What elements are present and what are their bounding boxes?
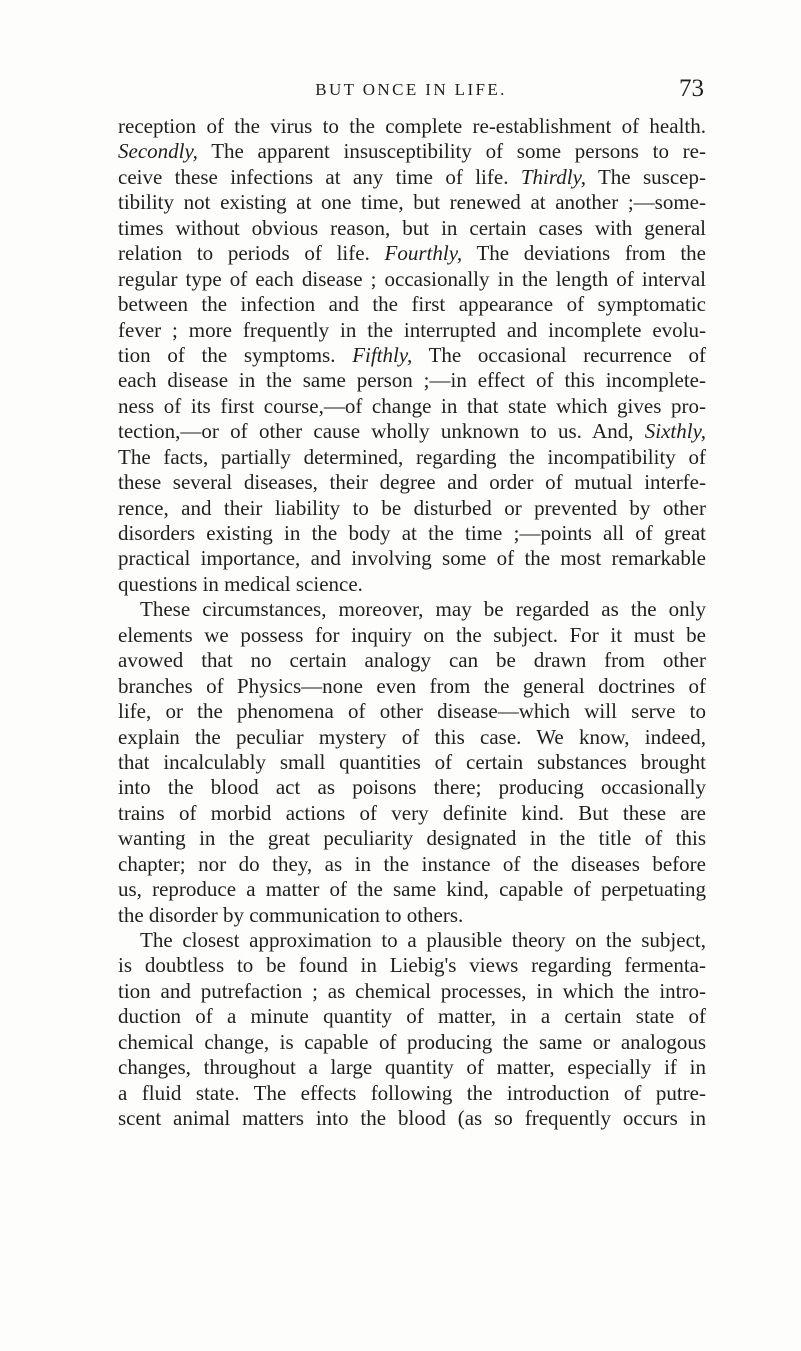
italic-term: Fourthly, (384, 241, 463, 266)
text-line (118, 979, 706, 1004)
text-line (118, 1055, 706, 1080)
text-line (118, 1030, 706, 1055)
running-title: BUT ONCE IN LIFE. (315, 80, 507, 99)
text-segment: ceive these infections at any time of life. (118, 164, 521, 189)
text-segment: The facts, partially determined, regarding the incompatibility of (118, 444, 706, 469)
text-segment: regular type of each disease ; occasionally in the length of interval (118, 266, 706, 291)
text-segment: elements we possess for inquiry on the subject. For it must be (118, 622, 706, 647)
text-line (118, 826, 706, 851)
text-segment: The apparent insusceptibility of some persons to re- (197, 139, 706, 164)
text-line (118, 1081, 706, 1106)
text-segment: disorders existing in the body at the time ;—points all of great (118, 521, 706, 545)
text-line (118, 597, 706, 622)
text-segment: times without obvious reason, but in certain cases with general (118, 215, 706, 240)
text-segment: The closest approximation to a plausible theory on the subject, (140, 928, 706, 952)
text-segment: wanting in the great peculiarity designated in the title of this (118, 826, 706, 851)
text-line (118, 852, 706, 877)
text-line (118, 1106, 706, 1131)
text-line (118, 292, 706, 317)
text-segment: fever ; more frequently in the interrupted and incomplete evolu- (118, 317, 706, 342)
text-line (118, 648, 706, 673)
italic-term: Thirdly, (520, 164, 586, 189)
text-line (118, 267, 706, 292)
text-segment: tion and putrefaction ; as chemical processes, in which the intro- (118, 978, 706, 1003)
text-segment: chemical change, is capable of producing the same or analogous (118, 1029, 706, 1054)
text-segment: avowed that no certain analogy can be drawn from other (118, 648, 706, 673)
italic-term: Fifthly, (352, 342, 413, 367)
text-line (118, 343, 706, 368)
text-segment: these several diseases, their degree and order of mutual interfe- (118, 470, 706, 495)
body-text (118, 114, 706, 1132)
text-segment: a fluid state. The effects following the introduction of putre- (118, 1080, 706, 1105)
page-number: 73 (679, 75, 704, 102)
text-segment: that incalculably small quantities of certain substances brought (118, 749, 706, 774)
text-line (118, 190, 706, 215)
text-line (118, 241, 706, 266)
text-line (118, 368, 706, 393)
text-segment: changes, throughout a large quantity of matter, especially if in (118, 1055, 706, 1080)
text-segment: us, reproduce a matter of the same kind, capable of perpetuating (118, 877, 706, 902)
text-line (118, 1004, 706, 1029)
text-line (118, 699, 706, 724)
text-segment: questions in medical science. (118, 571, 363, 596)
text-segment: tion of the symptoms. (118, 342, 353, 367)
text-segment: branches of Physics—none even from the general doctrines of (118, 673, 706, 698)
text-line (118, 394, 706, 419)
text-segment: tection,—or of other cause wholly unknown to us. And, (118, 419, 645, 444)
text-line (118, 750, 706, 775)
text-line (118, 623, 706, 648)
text-segment: into the blood act as poisons there; producing occasionally (118, 775, 706, 800)
text-line (118, 674, 706, 699)
text-segment: chapter; nor do they, as in the instance of the diseases before (118, 851, 706, 876)
text-line (118, 216, 706, 241)
text-segment: is doubtless to be found in Liebig's views regarding fermenta- (118, 953, 706, 978)
text-segment: duction of a minute quantity of matter, in a certain state of (118, 1004, 706, 1029)
text-segment: the disorder by communication to others. (118, 902, 464, 927)
text-line (118, 928, 706, 953)
text-line (118, 165, 706, 190)
text-line (118, 546, 706, 571)
running-header (118, 76, 704, 104)
text-line (118, 318, 706, 343)
text-segment: tibility not existing at one time, but renewed at another ;—some- (118, 190, 706, 215)
text-line (118, 725, 706, 750)
text-segment: ness of its first course,—of change in that state which gives pro- (118, 393, 706, 418)
text-segment: scent animal matters into the blood (as so frequently occurs in (118, 1106, 706, 1131)
italic-term: Secondly, (118, 139, 198, 164)
text-segment: life, or the phenomena of other disease—which will serve to (118, 699, 706, 724)
text-line (118, 775, 706, 800)
text-segment: trains of morbid actions of very definite kind. But these are (118, 800, 706, 825)
text-segment: The deviations from the (462, 241, 706, 266)
text-line (118, 953, 706, 978)
text-line (118, 903, 706, 928)
text-segment: rence, and their liability to be disturbed or prevented by other (118, 495, 706, 520)
text-segment: relation to periods of life. (118, 241, 385, 266)
italic-term: Sixthly, (644, 419, 706, 444)
text-segment: reception of the virus to the complete re-establishment of health. (118, 114, 706, 138)
text-line (118, 496, 706, 521)
text-line (118, 470, 706, 495)
text-segment: The occasional recurrence of (412, 342, 706, 367)
text-segment: The suscep- (585, 164, 706, 189)
text-line (118, 419, 706, 444)
text-segment: practical importance, and involving some of the most remarkable (118, 546, 706, 571)
text-line (118, 445, 706, 470)
text-line (118, 801, 706, 826)
text-line (118, 521, 706, 546)
text-segment: explain the peculiar mystery of this case. We know, indeed, (118, 724, 706, 749)
text-segment: each disease in the same person ;—in effect of this incomplete- (118, 368, 706, 393)
text-line (118, 877, 706, 902)
text-segment: These circumstances, moreover, may be regarded as the only (140, 597, 706, 622)
text-segment: between the infection and the first appearance of symptomatic (118, 292, 706, 317)
text-line (118, 114, 706, 139)
text-line (118, 139, 706, 164)
text-line (118, 572, 706, 597)
